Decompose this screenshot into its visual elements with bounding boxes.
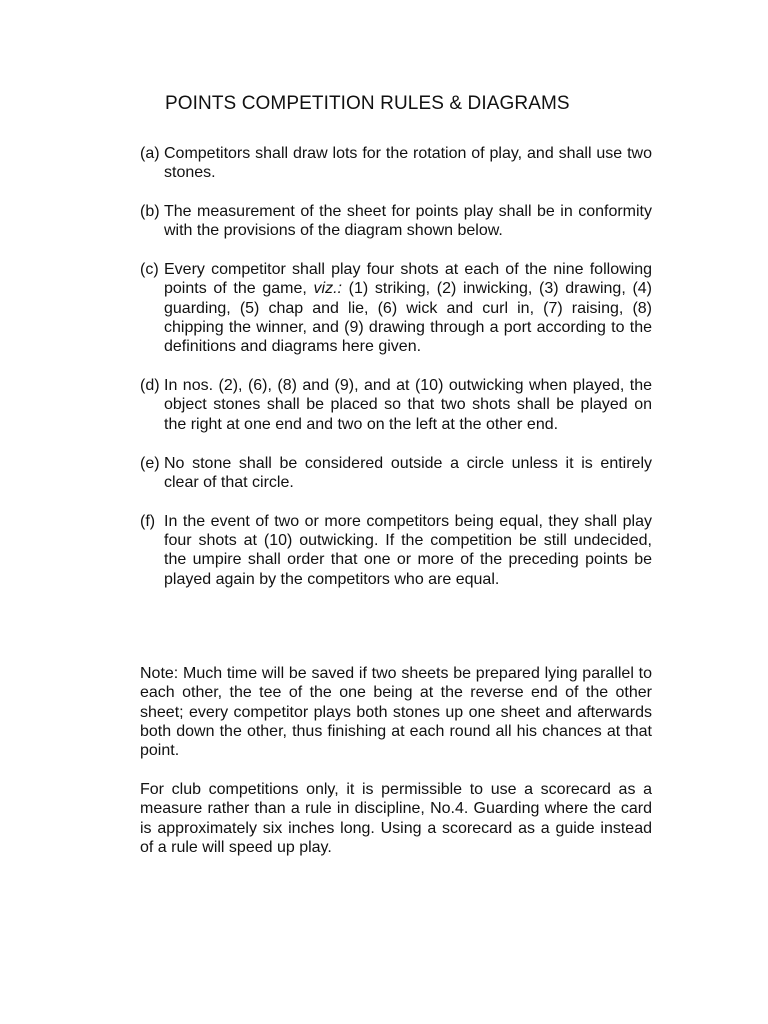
rule-text: The measurement of the sheet for points play shall be in conformity with the provisions of the diagram shown below.: [164, 203, 652, 240]
rule-text: In the event of two or more competitors being equal, they shall play four shots at (10) outwicking. If the competition be still undecided, the umpire shall order that one or more of the preceding points be played again by the competitors who are equal.: [164, 512, 652, 588]
note-paragraph: [140, 664, 652, 760]
rule-d: [140, 376, 652, 434]
viz-emphasis: viz.:: [313, 280, 342, 298]
club-paragraph: [140, 780, 652, 857]
rule-c: [140, 260, 652, 356]
club-text-part: For club competitions only, it is permissible to use a scorecard as a measure rather than a rule in discipline,: [140, 781, 652, 818]
rule-text: No stone shall be considered outside a circle unless it is entirely clear of that circle.: [164, 454, 652, 491]
rule-label: (a): [140, 145, 160, 162]
rule-label: (c): [140, 261, 159, 279]
rule-e: [140, 454, 652, 493]
club-text-part: where the card is approximately six inches long. Using a scorecard as a guide instead of a rule will speed up play.: [140, 800, 653, 856]
rule-a: [140, 144, 652, 183]
rule-label: (e): [140, 454, 160, 472]
rule-text-part: (1) striking, (2) inwicking, (3) drawing, (4) guarding, (5) chap and lie, (6) wick and curl in, (7) raising, (8) chipping the winner, and (9) drawing through a port according to the definitions and diagrams here given.: [164, 280, 653, 356]
page-title: POINTS COMPETITION RULES & DIAGRAMS: [165, 93, 570, 114]
rule-label: (b): [140, 203, 160, 221]
note-label: Note:: [140, 665, 179, 682]
rule-text: Competitors shall draw lots for the rotation of play, and shall use two stones.: [164, 145, 652, 182]
rule-f: [140, 512, 652, 589]
guarding-reference: No.4. Guarding: [430, 800, 540, 818]
rule-label: (f): [140, 512, 156, 530]
note-text: Much time will be saved if two sheets be prepared lying parallel to each other, the tee of the one being at the reverse end of the other sheet; every competitor plays both stones up one sheet and afterwards both down the other, thus finishing at each round all his chances at that point.: [140, 665, 652, 760]
rule-text: [164, 260, 652, 356]
rule-label: (d): [140, 377, 160, 395]
rule-text-part: Every competitor shall play four shots at each of the nine following points of the game,: [164, 261, 652, 298]
rule-text: In nos. (2), (6), (8) and (9), and at (10) outwicking when played, the object stones shall be placed so that two shots shall be played on the right at one end and two on the left at the other end.: [164, 377, 652, 433]
rules-list: [140, 144, 652, 608]
rule-b: [140, 202, 652, 241]
